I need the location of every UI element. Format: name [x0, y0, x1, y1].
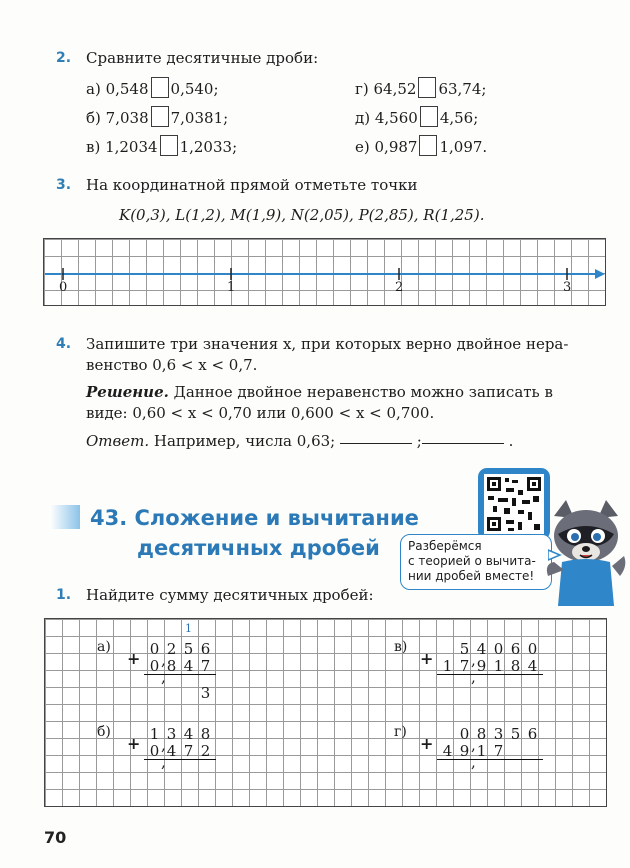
decimal-comma: , — [471, 736, 476, 754]
digit: 7 — [493, 742, 504, 760]
left-value: 1,2034 — [105, 138, 158, 156]
solution-line1 — [86, 383, 553, 401]
compare-item-b — [86, 106, 228, 127]
compare-box[interactable] — [151, 106, 169, 127]
compare-box[interactable] — [418, 77, 436, 98]
digit: 4 — [166, 742, 177, 760]
decimal-comma: , — [161, 736, 166, 754]
digit: 4 — [183, 657, 194, 675]
axis-label-0: 0 — [59, 280, 68, 295]
task3-points: K(0,3), L(1,2), M(1,9), N(2,05), P(2,85), R(1,25). — [119, 206, 485, 224]
solution-line2: виде: 0,60 < x < 0,70 или 0,600 < x < 0,700. — [86, 404, 435, 422]
raccoon-mascot-icon — [544, 496, 628, 612]
compare-box[interactable] — [160, 135, 178, 156]
task2-number: 2. — [56, 50, 72, 66]
solution-text: Данное двойное неравенство можно записать в — [168, 383, 553, 401]
compare-box[interactable] — [151, 77, 169, 98]
section-marker — [50, 505, 80, 529]
digit: 2 — [200, 742, 211, 760]
section-number: 43. — [90, 506, 128, 530]
plus-sign: + — [127, 649, 141, 668]
digit: 8 — [476, 725, 487, 743]
answer-label: Ответ. — [86, 432, 150, 450]
axis-label-2: 2 — [395, 280, 404, 295]
digit: 1 — [493, 657, 504, 675]
digit: 3 — [493, 725, 504, 743]
compare-box[interactable] — [420, 106, 438, 127]
item-label: д) — [355, 109, 371, 127]
decimal-comma: , — [471, 668, 476, 686]
right-value: 4,56; — [439, 109, 479, 127]
right-value: 1,2033; — [179, 138, 238, 156]
digit: 9 — [476, 657, 487, 675]
plus-sign: + — [420, 649, 434, 668]
right-value: 0,540; — [170, 80, 219, 98]
digit: 0 — [149, 657, 160, 675]
digit: 4 — [183, 725, 194, 743]
digit: 5 — [510, 725, 521, 743]
solution-label: Решение. — [86, 383, 169, 401]
left-value: 7,038 — [105, 109, 149, 127]
number-line — [43, 238, 613, 308]
left-value: 0,548 — [105, 80, 149, 98]
item-label: а) — [86, 80, 101, 98]
item-label: в) — [86, 138, 101, 156]
digit: 6 — [527, 725, 538, 743]
digit: 0 — [493, 640, 504, 658]
digit: 4 — [527, 657, 538, 675]
item-label: б) — [86, 109, 101, 127]
digit: 0 — [527, 640, 538, 658]
bubble-line-3: нии дробей вместе! — [408, 569, 535, 583]
task4-line1: Запишите три значения x, при которых верно двойное нера- — [86, 335, 569, 353]
bubble-text — [408, 539, 536, 584]
problem-a-label: а) — [97, 639, 111, 655]
answer-sep: ; — [416, 432, 422, 450]
task4-number: 4. — [56, 336, 72, 352]
section-title-2: десятичных дробей — [137, 536, 380, 560]
right-value: 63,74; — [438, 80, 487, 98]
digit: 0 — [149, 742, 160, 760]
task1-number: 1. — [56, 587, 72, 603]
problem-g-label: г) — [394, 724, 407, 740]
digit: 1 — [476, 742, 487, 760]
problem-v-label: в) — [394, 639, 408, 655]
digit: 4 — [476, 640, 487, 658]
carry-digit: 1 — [185, 622, 192, 635]
digit: 4 — [442, 742, 453, 760]
decimal-comma: , — [471, 753, 476, 771]
left-value: 0,987 — [374, 138, 418, 156]
digit: 5 — [459, 640, 470, 658]
digit: 3 — [200, 684, 211, 702]
decimal-comma: , — [161, 753, 166, 771]
item-label: е) — [355, 138, 370, 156]
decimal-comma: , — [471, 651, 476, 669]
digit: 8 — [166, 657, 177, 675]
compare-item-e — [355, 135, 487, 156]
answer-blank-2[interactable] — [422, 443, 504, 444]
task3-title: На координатной прямой отметьте точки — [86, 176, 418, 194]
task3-number: 3. — [56, 177, 72, 193]
compare-item-a — [86, 77, 219, 98]
item-label: г) — [355, 80, 369, 98]
problem-b-label: б) — [97, 724, 111, 740]
decimal-comma: , — [161, 651, 166, 669]
compare-item-g — [355, 77, 486, 98]
plus-sign: + — [127, 734, 141, 753]
answer-end: . — [508, 432, 514, 450]
right-value: 7,0381; — [170, 109, 229, 127]
section-title-1: Сложение и вычитание — [134, 506, 419, 530]
digit: 0 — [149, 640, 160, 658]
sum-line — [144, 759, 216, 760]
task2-title: Сравните десятичные дроби: — [86, 49, 319, 67]
decimal-comma: , — [161, 668, 166, 686]
qr-code-icon[interactable] — [478, 468, 550, 540]
digit: 6 — [510, 640, 521, 658]
section-title-line1 — [90, 506, 419, 530]
digit: 7 — [200, 657, 211, 675]
digit: 6 — [200, 640, 211, 658]
digit: 7 — [459, 657, 470, 675]
digit: 8 — [510, 657, 521, 675]
right-value: 1,097. — [439, 138, 488, 156]
axis-arrow-icon — [595, 269, 605, 279]
digit: 9 — [459, 742, 470, 760]
bubble-line-1: Разберёмся — [408, 539, 482, 553]
digit: 8 — [200, 725, 211, 743]
compare-box[interactable] — [419, 135, 437, 156]
axis-label-3: 3 — [563, 280, 572, 295]
digit: 1 — [149, 725, 160, 743]
digit: 0 — [459, 725, 470, 743]
answer-text: Например, числа 0,63; — [149, 432, 336, 450]
digit: 5 — [183, 640, 194, 658]
digit: 7 — [183, 742, 194, 760]
digit: 2 — [166, 640, 177, 658]
left-value: 64,52 — [373, 80, 417, 98]
calculation-overlay — [44, 618, 609, 808]
task4-line2: венство 0,6 < x < 0,7. — [86, 356, 258, 374]
left-value: 4,560 — [374, 109, 418, 127]
task1-title: Найдите сумму десятичных дробей: — [86, 586, 374, 604]
answer-blank-1[interactable] — [340, 443, 412, 444]
axis-label-1: 1 — [227, 280, 236, 295]
sum-line — [437, 674, 543, 675]
compare-item-v — [86, 135, 237, 156]
sum-line — [144, 674, 216, 675]
bubble-line-2: с теорией о вычита- — [408, 554, 536, 568]
sum-line — [437, 759, 543, 760]
digit: 3 — [166, 725, 177, 743]
compare-item-d — [355, 106, 478, 127]
answer-line — [86, 432, 513, 450]
digit: 1 — [442, 657, 453, 675]
page-number: 70 — [44, 828, 67, 847]
plus-sign: + — [420, 734, 434, 753]
